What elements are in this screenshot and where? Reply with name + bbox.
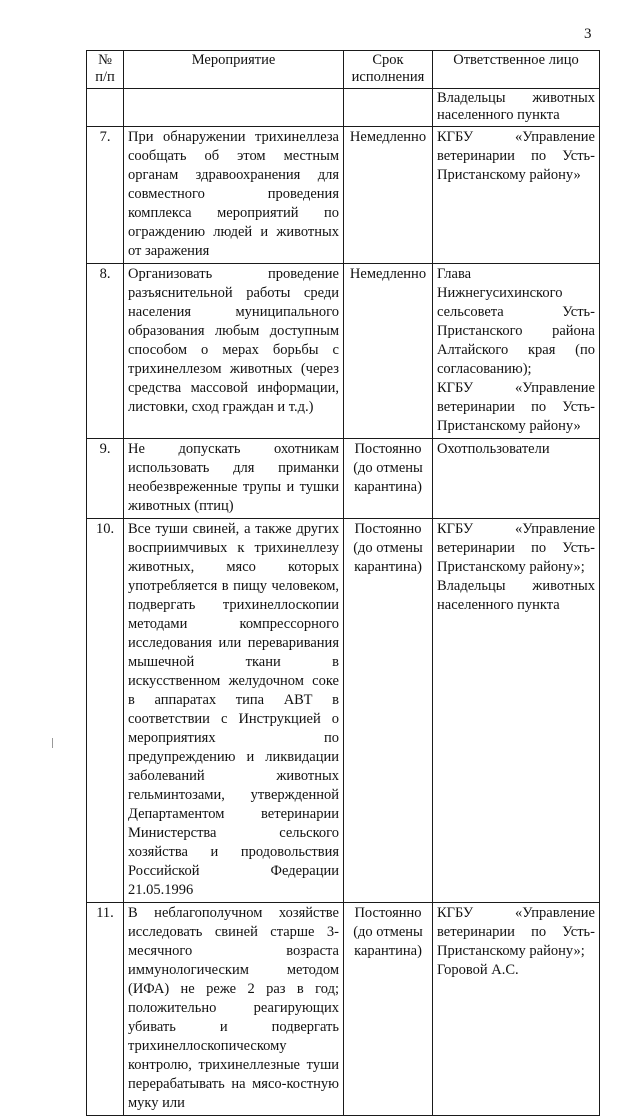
cell-event: Все туши свиней, а также других восприимчивых к трихинеллезу животных, мясо которых употребляется в пищу человеком, подвергать трихинеллоскопии методами компрессорного исследования или переваривания мышечной ткани в искусственном желудочном соке в аппаратах типа АВТ в соответствии с Инструкцией о мероприятиях по предупреждению и ликвидации заболеваний животных гельминтозами, утвержденной Департаментом ветеринарии Министерства сельского хозяйства и продовольствия Российской Федерации 21.05.1996 [124, 519, 344, 903]
table-row [87, 127, 600, 264]
header-num-text: № п/п [95, 52, 115, 85]
cell-responsible: КГБУ «Управление ветеринарии по Усть-Пристанскому району»; Владельцы животных населенного пункта [433, 519, 600, 903]
cell-event: В неблагополучном хозяйстве исследовать свиней старше 3-месячного возраста иммунологическим методом (ИФА) не реже 2 раз в год; положительно реагирующих убивать и подвергать трихинеллоскопическому контролю, трихинеллезные туши перерабатывать на мясо-костную муку или [124, 903, 344, 1116]
page-number: 3 [584, 26, 592, 42]
header-responsible-text: Ответственное лицо [453, 52, 579, 68]
table-row [87, 519, 600, 903]
cell-num [87, 89, 124, 127]
header-event-text: Мероприятие [191, 52, 276, 68]
cell-event [124, 89, 344, 127]
table-row-continuation [87, 89, 600, 127]
table-row [87, 903, 600, 1116]
cell-responsible: КГБУ «Управление ветеринарии по Усть-Пристанскому району» [433, 127, 600, 264]
cell-term: Постоянно (до отмены карантина) [344, 439, 433, 519]
cell-event: При обнаружении трихинеллеза сообщать об этом местным органам здравоохранения для совместного проведения комплекса мероприятий по ограждению людей и животных от заражения [124, 127, 344, 264]
measures-table [86, 50, 600, 1116]
cell-term: Немедленно [344, 127, 433, 264]
header-num [87, 51, 124, 89]
cell-term: Постоянно (до отмены карантина) [344, 903, 433, 1116]
cell-term: Постоянно (до отмены карантина) [344, 519, 433, 903]
cell-num: 11. [87, 903, 124, 1116]
cell-num: 9. [87, 439, 124, 519]
cell-event: Не допускать охотникам использовать для приманки необезвреженные трупы и тушки животных (птиц) [124, 439, 344, 519]
table-row [87, 264, 600, 439]
cell-num: 8. [87, 264, 124, 439]
cell-term [344, 89, 433, 127]
cell-num: 7. [87, 127, 124, 264]
cell-event: Организовать проведение разъяснительной работы среди населения муниципального образования любым доступным способом о мерах борьбы с трихинеллезом животных (через средства массовой информации, листовки, сход граждан и т.д.) [124, 264, 344, 439]
responsible-text: Владельцы животных населенного пункта [437, 90, 595, 123]
table-header-row [87, 51, 600, 89]
scan-margin-mark [52, 738, 53, 748]
header-term [344, 51, 433, 89]
cell-responsible: КГБУ «Управление ветеринарии по Усть-Пристанскому району»; Горовой А.С. [433, 903, 600, 1116]
cell-responsible: Охотпользователи [433, 439, 600, 519]
table-row [87, 439, 600, 519]
header-event [124, 51, 344, 89]
header-responsible [433, 51, 600, 89]
header-term-text: Срок исполнения [351, 52, 425, 85]
cell-responsible [433, 89, 600, 127]
cell-term: Немедленно [344, 264, 433, 439]
cell-num: 10. [87, 519, 124, 903]
cell-responsible: Глава Нижнегусихинского сельсовета Усть-Пристанского района Алтайского края (по согласованию); КГБУ «Управление ветеринарии по Усть-Пристанскому району» [433, 264, 600, 439]
